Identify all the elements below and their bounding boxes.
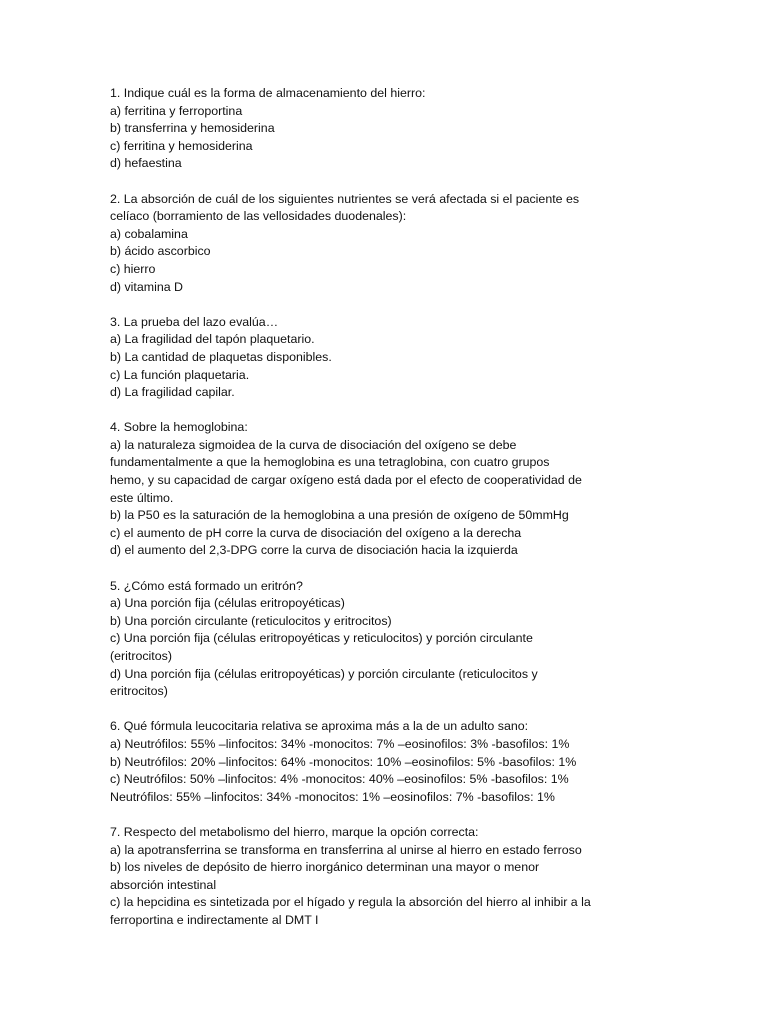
question-6-option-a: a) Neutrófilos: 55% –linfocitos: 34% -monocitos: 7% –eosinofilos: 3% -basofilos: 1% <box>110 736 570 751</box>
question-7 <box>110 824 620 930</box>
question-2-stem-line-1: 2. La absorción de cuál de los siguientes nutrientes se verá afectada si el paciente es <box>110 191 580 206</box>
question-7-option-b-line-2: absorción intestinal <box>110 877 217 892</box>
question-1-option-d: d) hefaestina <box>110 156 182 171</box>
question-2-option-a: a) cobalamina <box>110 226 188 241</box>
question-2-option-d: d) vitamina D <box>110 279 183 294</box>
question-4-option-c: c) el aumento de pH corre la curva de disociación del oxígeno a la derecha <box>110 525 522 540</box>
question-3-option-a: a) La fragilidad del tapón plaquetario. <box>110 332 315 347</box>
question-5-option-c-line-2: (eritrocitos) <box>110 649 172 663</box>
question-5-option-b: b) Una porción circulante (reticulocitos y eritrocitos) <box>110 613 392 628</box>
question-2-option-b: b) ácido ascorbico <box>110 244 211 259</box>
question-6-stem: 6. Qué fórmula leucocitaria relativa se aproxima más a la de un adulto sano: <box>110 719 529 734</box>
question-1-option-a: a) ferritina y ferroportina <box>110 103 243 118</box>
question-3-stem: 3. La prueba del lazo evalúa… <box>110 314 279 329</box>
question-4-option-a-line-2: fundamentalmente a que la hemoglobina es una tetraglobina, con cuatro grupos <box>110 455 550 470</box>
question-5-option-c-line-1: c) Una porción fija (células eritropoyéticas y reticulocitos) y porción circulante <box>110 631 533 646</box>
question-1-stem: 1. Indique cuál es la forma de almacenamiento del hierro: <box>110 86 426 100</box>
question-5-stem: 5. ¿Cómo está formado un eritrón? <box>110 578 303 593</box>
question-4-option-a-line-4: este último. <box>110 490 174 505</box>
question-3-option-d: d) La fragilidad capilar. <box>110 385 235 400</box>
question-document <box>110 85 620 947</box>
question-1-option-b: b) transferrina y hemosiderina <box>110 121 275 136</box>
question-5-option-a: a) Una porción fija (células eritropoyéticas) <box>110 596 345 611</box>
question-4-option-d: d) el aumento del 2,3-DPG corre la curva de disociación hacia la izquierda <box>110 543 518 558</box>
question-7-stem: 7. Respecto del metabolismo del hierro, marque la opción correcta: <box>110 824 479 839</box>
question-6-option-b: b) Neutrófilos: 20% –linfocitos: 64% -monocitos: 10% –eosinofilos: 5% -basofilos: 1% <box>110 754 577 769</box>
question-7-option-c-line-1: c) la hepcidina es sintetizada por el hígado y regula la absorción del hierro al inhibir a la <box>110 895 591 910</box>
question-5 <box>110 578 620 701</box>
question-2-option-c: c) hierro <box>110 261 156 276</box>
question-6 <box>110 718 620 806</box>
question-3-option-c: c) La función plaquetaria. <box>110 367 250 382</box>
question-5-option-d-line-2: eritrocitos) <box>110 684 168 699</box>
question-2 <box>110 191 620 297</box>
question-5-option-d-line-1: d) Una porción fija (células eritropoyéticas) y porción circulante (reticulocitos y <box>110 666 538 681</box>
question-4-option-a-line-3: hemo, y su capacidad de cargar oxígeno está dada por el efecto de cooperatividad de <box>110 473 582 488</box>
question-6-option-c: c) Neutrófilos: 50% –linfocitos: 4% -monocitos: 40% –eosinofilos: 5% -basofilos: 1% <box>110 772 569 787</box>
question-7-option-b-line-1: b) los niveles de depósito de hierro inorgánico determinan una mayor o menor <box>110 860 540 875</box>
question-2-stem-line-2: celíaco (borramiento de las vellosidades duodenales): <box>110 209 407 224</box>
question-3 <box>110 314 620 402</box>
question-1 <box>110 85 620 173</box>
question-4-option-b: b) la P50 es la saturación de la hemoglobina a una presión de oxígeno de 50mmHg <box>110 508 569 523</box>
question-3-option-b: b) La cantidad de plaquetas disponibles. <box>110 349 332 364</box>
question-4-option-a-line-1: a) la naturaleza sigmoidea de la curva de disociación del oxígeno se debe <box>110 437 517 452</box>
question-4-stem: 4. Sobre la hemoglobina: <box>110 420 248 435</box>
question-6-option-d: Neutrófilos: 55% –linfocitos: 34% -monocitos: 1% –eosinofilos: 7% -basofilos: 1% <box>110 789 555 804</box>
question-4 <box>110 419 620 560</box>
question-7-option-a: a) la apotransferrina se transforma en transferrina al unirse al hierro en estado ferroso <box>110 842 582 857</box>
question-1-option-c: c) ferritina y hemosiderina <box>110 138 253 153</box>
question-7-option-c-line-2: ferroportina e indirectamente al DMT I <box>110 912 319 927</box>
